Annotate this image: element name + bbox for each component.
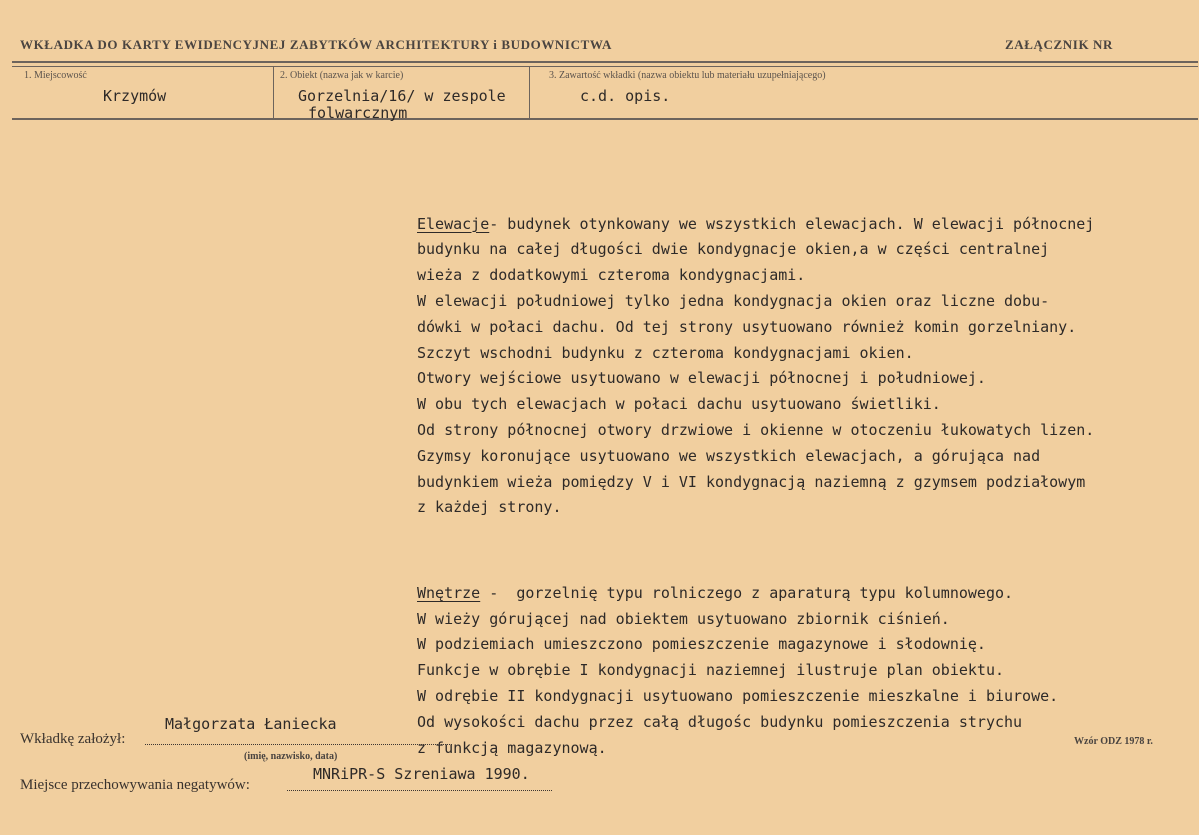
text-line: z funkcją magazynową. [417,738,607,757]
content-value: c.d. opis. [580,87,671,105]
fields-rule-bottom [12,118,1198,120]
negatives-label: Miejsce przechowywania negatywów: [20,777,250,793]
form-code: Wzór ODZ 1978 r. [1074,736,1153,747]
place-value: Krzymów [103,87,167,105]
interior-paragraph [417,581,1187,762]
text-line: W odrębie II kondygnacji usytuowano pomieszczenie mieszkalne i biurowe. [417,686,1059,705]
author-hint: (imię, nazwisko, data) [244,751,338,762]
place-label: 1. Miejscowość [24,70,87,81]
author-value: Małgorzata Łaniecka [165,715,337,733]
header-rule [12,61,1198,63]
text-line: wieża z dodatkowymi czteroma kondygnacjami. [417,266,806,285]
elevations-paragraph [417,212,1187,522]
text-line: dówki w połaci dachu. Od tej strony usytuowano również komin gorzelniany. [417,317,1077,336]
text-line: - gorzelnię typu rolniczego z aparaturą typu kolumnowego. [480,583,1014,602]
field-divider-1 [273,66,274,118]
author-dotted-line [145,744,452,745]
object-label: 2. Obiekt (nazwa jak w karcie) [280,70,404,81]
text-line: W podziemiach umieszczono pomieszczenie magazynowe i słodownię. [417,635,986,654]
text-line: - budynek otynkowany we wszystkich elewacjach. W elewacji północnej [489,214,1095,233]
attachment-number-label: ZAŁĄCZNIK NR [1005,37,1113,52]
text-line: W elewacji południowej tylko jedna kondygnacja okien oraz liczne dobu- [417,291,1050,310]
field-divider-2 [529,66,530,118]
text-line: z każdej strony. [417,498,562,517]
text-line: W wieży górującej nad obiektem usytuowano zbiornik ciśnień. [417,609,950,628]
content-label: 3. Zawartość wkładki (nazwa obiektu lub materiału uzupełniającego) [549,70,826,81]
interior-first-line [417,581,1187,607]
elevations-first-line [417,212,1187,238]
author-label: Wkładkę założył: [20,731,126,747]
text-line: Gzymsy koronujące usytuowano we wszystkich elewacjach, a górująca nad [417,446,1041,465]
object-value-line2: folwarcznym [308,104,408,122]
fields-rule-top [12,66,1198,67]
elevations-heading: Elewacje [417,214,490,233]
text-line: Szczyt wschodni budynku z czteroma kondygnacjami okien. [417,343,914,362]
form-title: WKŁADKA DO KARTY EWIDENCYJNEJ ZABYTKÓW ARCHITEKTURY i BUDOWNICTWA [20,37,612,52]
text-line: W obu tych elewacjach w połaci dachu usytuowano świetliki. [417,395,941,414]
text-line: budynkiem wieża pomiędzy V i VI kondygnacją naziemną z gzymsem podziałowym [417,472,1086,491]
text-line: Funkcje w obrębie I kondygnacji naziemnej ilustruje plan obiektu. [417,661,1004,680]
negatives-value: MNRiPR-S Szreniawa 1990. [313,765,530,783]
description-body [417,160,1187,787]
text-line: budynku na całej długości dwie kondygnacje okien,a w części centralnej [417,240,1050,259]
text-line: Otwory wejściowe usytuowano w elewacji północnej i południowej. [417,369,986,388]
text-line: Od wysokości dachu przez całą długośc budynku pomieszczenia strychu [417,712,1023,731]
text-line: Od strony północnej otwory drzwiowe i okienne w otoczeniu łukowatych lizen. [417,420,1095,439]
negatives-dotted-line [287,790,552,791]
interior-heading: Wnętrze [417,583,481,602]
object-value-line1: Gorzelnia/16/ w zespole [298,87,506,105]
